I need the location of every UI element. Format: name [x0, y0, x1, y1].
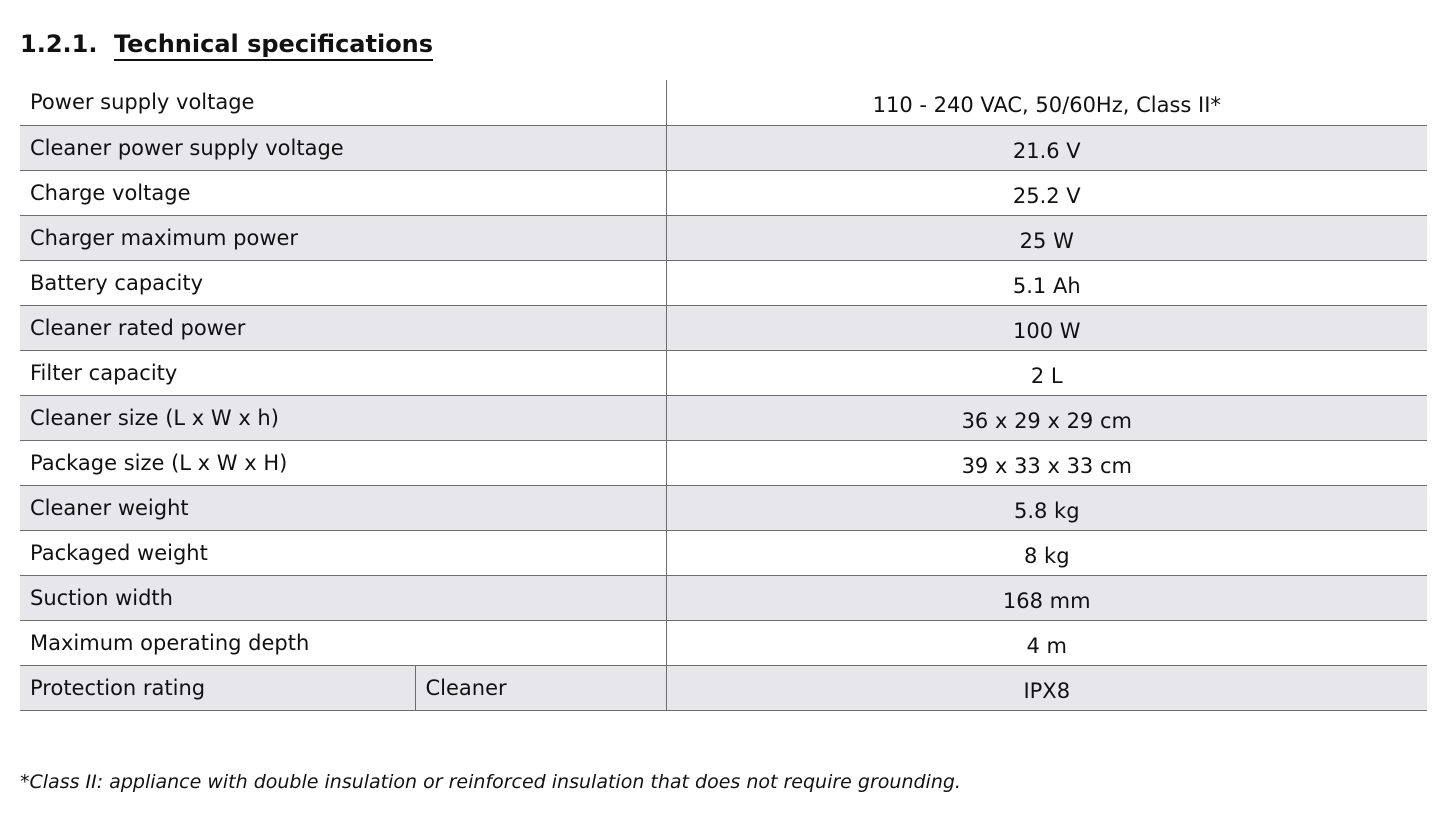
table-row	[20, 260, 1427, 305]
specifications-table-body	[20, 80, 1427, 710]
spec-value: 39 x 33 x 33 cm	[666, 440, 1427, 485]
spec-value: 21.6 V	[666, 125, 1427, 170]
spec-label: Cleaner rated power	[20, 305, 666, 350]
spec-label: Maximum operating depth	[20, 620, 666, 665]
table-row	[20, 395, 1427, 440]
table-row	[20, 620, 1427, 665]
spec-label: Cleaner size (L x W x h)	[20, 395, 666, 440]
table-row	[20, 305, 1427, 350]
spec-label: Filter capacity	[20, 350, 666, 395]
spec-label: Cleaner power supply voltage	[20, 125, 666, 170]
table-row	[20, 215, 1427, 260]
spec-sublabel: Cleaner	[415, 665, 666, 710]
spec-value: 5.8 kg	[666, 485, 1427, 530]
spec-label: Battery capacity	[20, 260, 666, 305]
spec-value: 100 W	[666, 305, 1427, 350]
spec-label: Charge voltage	[20, 170, 666, 215]
table-row	[20, 80, 1427, 125]
section-number: 1.2.1.	[20, 30, 98, 58]
spec-label: Package size (L x W x H)	[20, 440, 666, 485]
table-row	[20, 665, 1427, 710]
spec-label: Packaged weight	[20, 530, 666, 575]
footnote: *Class II: appliance with double insulation or reinforced insulation that does not require grounding.	[20, 771, 961, 793]
section-title: Technical specifications	[114, 29, 433, 61]
table-row	[20, 170, 1427, 215]
spec-value: 2 L	[666, 350, 1427, 395]
table-row	[20, 440, 1427, 485]
spec-value: 25 W	[666, 215, 1427, 260]
table-row	[20, 125, 1427, 170]
spec-value: 5.1 Ah	[666, 260, 1427, 305]
spec-label: Power supply voltage	[20, 80, 666, 125]
spec-label: Suction width	[20, 575, 666, 620]
spec-label: Protection rating	[20, 665, 415, 710]
table-row	[20, 485, 1427, 530]
section-heading	[20, 24, 433, 64]
table-row	[20, 530, 1427, 575]
spec-label: Cleaner weight	[20, 485, 666, 530]
spec-value: 36 x 29 x 29 cm	[666, 395, 1427, 440]
specifications-table	[20, 80, 1427, 711]
spec-value: 8 kg	[666, 530, 1427, 575]
spec-value: IPX8	[666, 665, 1427, 710]
table-row	[20, 575, 1427, 620]
table-row	[20, 350, 1427, 395]
spec-label: Charger maximum power	[20, 215, 666, 260]
spec-value: 168 mm	[666, 575, 1427, 620]
spec-value: 4 m	[666, 620, 1427, 665]
spec-value: 110 - 240 VAC, 50/60Hz, Class II*	[666, 80, 1427, 125]
spec-value: 25.2 V	[666, 170, 1427, 215]
